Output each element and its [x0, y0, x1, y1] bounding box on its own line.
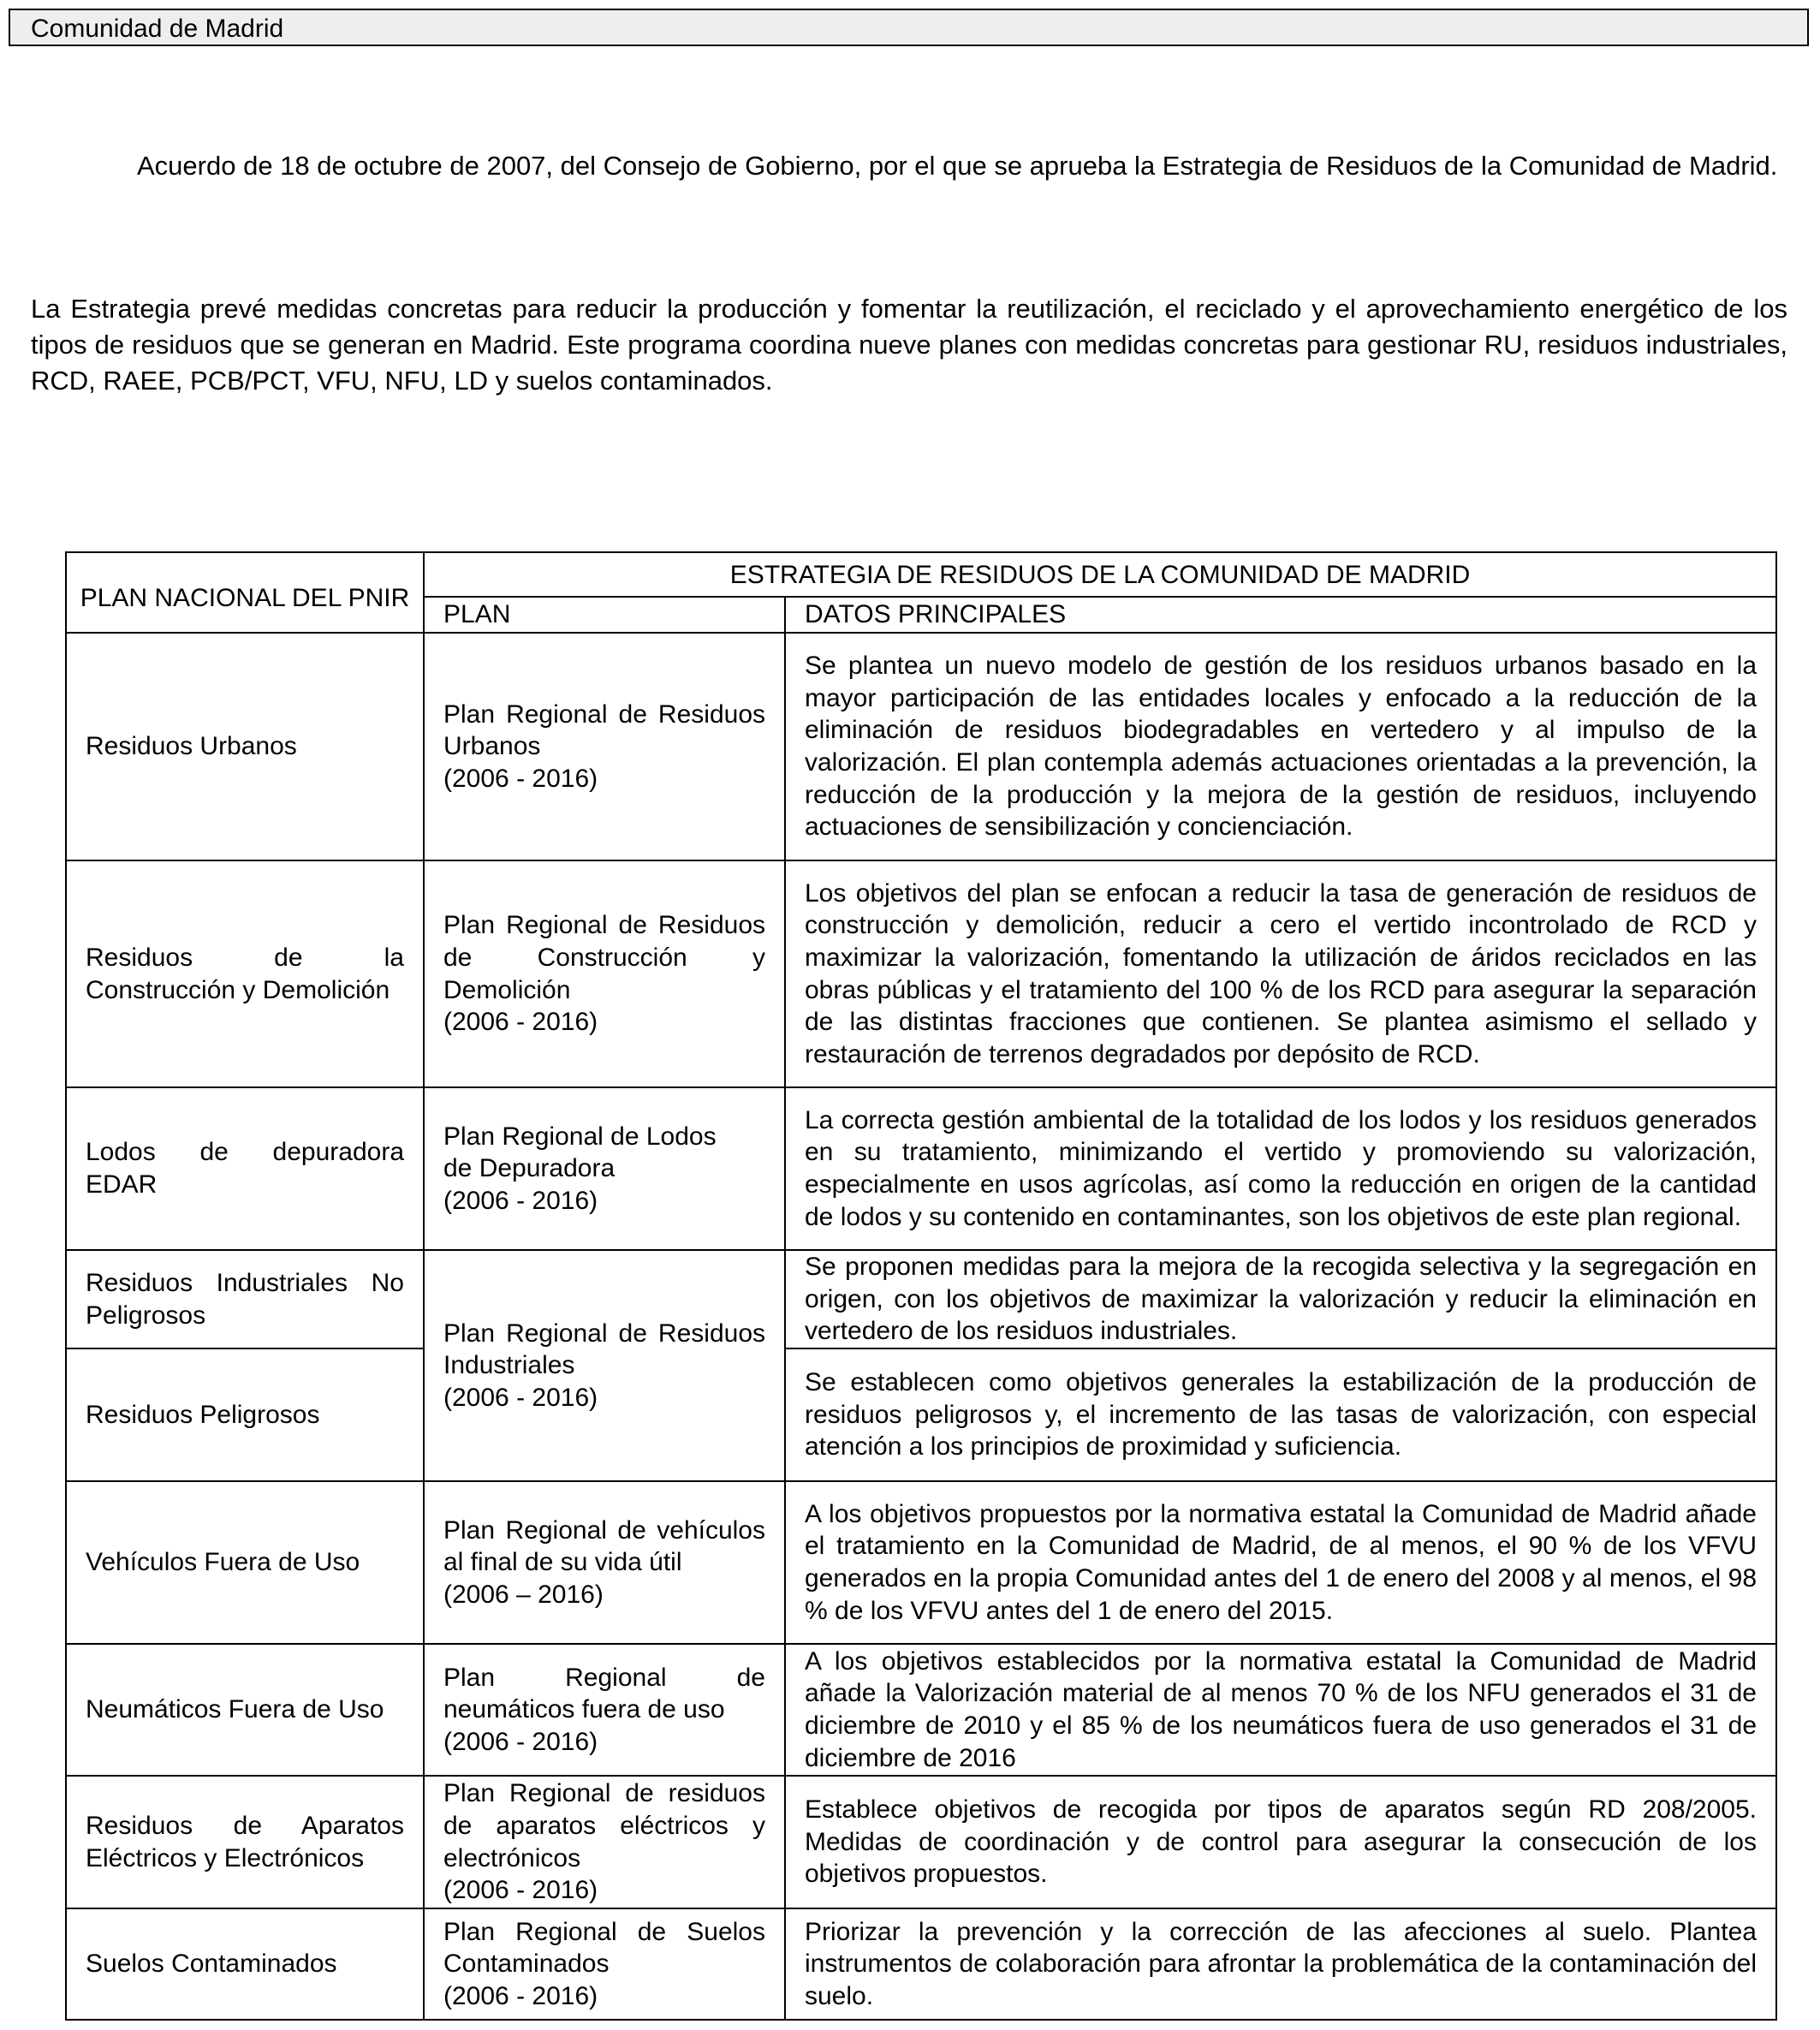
plan-cell: [424, 1776, 785, 1908]
table-row: [66, 1481, 1776, 1644]
datos-cell: A los objetivos establecidos por la normativa estatal la Comunidad de Madrid añade la Valorización material de al menos 70 % de los NFU generados el 31 de diciembre de 2010 y el 85 % de los neumáticos fuera de uso generados el 31 de diciembre de 2016: [785, 1644, 1776, 1776]
plan-period: (2006 - 2016): [443, 1008, 598, 1037]
waste-strategy-table: [65, 551, 1777, 2021]
header-bar: [9, 9, 1809, 46]
pnir-cell: Residuos Peligrosos: [66, 1348, 424, 1481]
plan-period: (2006 - 2016): [443, 1186, 598, 1215]
datos-cell: Los objetivos del plan se enfocan a reducir la tasa de generación de residuos de construcción y demolición, reducir a cero el vertido incontrolado de RCD y maximizar la valorización, fomentando la utilización de áridos reciclados en las obras públicas y el tratamiento del 100 % de los RCD para asegurar la separación de las distintas fracciones que contienen. Se plantea asimismo el sellado y restauración de terrenos degradados por depósito de RCD.: [785, 860, 1776, 1087]
plan-period: (2006 - 2016): [443, 1727, 598, 1756]
pnir-cell: Residuos de la Construcción y Demolición: [66, 860, 424, 1087]
intro-paragraph: La Estrategia prevé medidas concretas para reducir la producción y fomentar la reutilización, el reciclado y el aprovechamiento energético de los tipos de residuos que se generan en Madrid. Este programa coordina nueve planes con medidas concretas para gestionar RU, residuos industriales, RCD, RAEE, PCB/PCT, VFU, NFU, LD y suelos contaminados.: [31, 294, 1787, 396]
table-row: [66, 1348, 1776, 1481]
table-row: [66, 1087, 1776, 1250]
header-estrategia: ESTRATEGIA DE RESIDUOS DE LA COMUNIDAD DE MADRID: [424, 552, 1776, 597]
plan-name: Plan Regional de Residuos de Construcción y Demolición: [443, 911, 765, 1004]
pnir-cell: Residuos Industriales No Peligrosos: [66, 1250, 424, 1348]
header-title: Comunidad de Madrid: [31, 15, 284, 43]
plan-cell: [424, 1481, 785, 1644]
datos-cell: A los objetivos propuestos por la normativa estatal la Comunidad de Madrid añade el tratamiento en la Comunidad de Madrid, de al menos, el 90 % de los VFVU generados en la propia Comunidad antes del 1 de enero del 2008 y al menos, el 98 % de los VFVU antes del 1 de enero del 2015.: [785, 1481, 1776, 1644]
acuerdo-paragraph: Acuerdo de 18 de octubre de 2007, del Consejo de Gobierno, por el que se aprueba la Estrategia de Residuos de la Comunidad de Madrid.: [137, 151, 1778, 181]
datos-cell: Se establecen como objetivos generales la estabilización de la producción de residuos peligrosos y, el incremento de las tasas de valorización, con especial atención a los principios de proximidad y suficiencia.: [785, 1348, 1776, 1481]
pnir-cell: Residuos Urbanos: [66, 633, 424, 860]
plan-name: Plan Regional de Lodos: [443, 1122, 717, 1151]
header-datos: DATOS PRINCIPALES: [785, 597, 1776, 633]
plan-period: (2006 - 2016): [443, 764, 598, 793]
pnir-cell: Lodos de depuradora EDAR: [66, 1087, 424, 1250]
plan-period: (2006 - 2016): [443, 1383, 598, 1412]
pnir-cell: Suelos Contaminados: [66, 1908, 424, 2020]
plan-cell: [424, 1644, 785, 1776]
table-row: [66, 1644, 1776, 1776]
plan-cell: [424, 1250, 785, 1481]
datos-cell: Establece objetivos de recogida por tipos de aparatos según RD 208/2005. Medidas de coordinación y de control para asegurar la consecución de los objetivos propuestos.: [785, 1776, 1776, 1908]
header-plan: PLAN: [424, 597, 785, 633]
plan-name: Plan Regional de Residuos Industriales: [443, 1319, 765, 1380]
table-row: [66, 1908, 1776, 2020]
header-pnir: PLAN NACIONAL DEL PNIR: [66, 552, 424, 633]
table-row: [66, 1776, 1776, 1908]
datos-cell: Priorizar la prevención y la corrección de las afecciones al suelo. Plantea instrumentos de colaboración para afrontar la problemática de la contaminación del suelo.: [785, 1908, 1776, 2020]
pnir-cell: Vehículos Fuera de Uso: [66, 1481, 424, 1644]
plan-period: (2006 - 2016): [443, 1981, 598, 2010]
datos-cell: Se plantea un nuevo modelo de gestión de los residuos urbanos basado en la mayor participación de las entidades locales y enfocado a la reducción de la eliminación de residuos biodegradables en vertedero y al impulso de la valorización. El plan contempla además actuaciones orientadas a la prevención, la reducción de la producción y la mejora de la gestión de residuos, incluyendo actuaciones de sensibilización y concienciación.: [785, 633, 1776, 860]
table-row: [66, 633, 1776, 860]
pnir-cell: Neumáticos Fuera de Uso: [66, 1644, 424, 1776]
plan-name: Plan Regional de Suelos Contaminados: [443, 1917, 765, 1979]
plan-cell: [424, 633, 785, 860]
plan-cell: [424, 1087, 785, 1250]
plan-cell: [424, 860, 785, 1087]
plan-name: Plan Regional de residuos de aparatos eléctricos y electrónicos: [443, 1779, 765, 1872]
pnir-cell: Residuos de Aparatos Eléctricos y Electrónicos: [66, 1776, 424, 1908]
plan-period: (2006 – 2016): [443, 1580, 604, 1609]
plan-name: Plan Regional de neumáticos fuera de uso: [443, 1663, 765, 1724]
table-row: [66, 860, 1776, 1087]
table-row: [66, 1250, 1776, 1348]
plan-period: (2006 - 2016): [443, 1876, 598, 1905]
plan-cell: [424, 1908, 785, 2020]
plan-name-cont: de Depuradora: [443, 1154, 616, 1183]
datos-cell: La correcta gestión ambiental de la totalidad de los lodos y los residuos generados en su tratamiento, minimizando el vertido y promoviendo su valorización, especialmente en usos agrícolas, así como la reducción en origen de la cantidad de lodos y su contenido en contaminantes, son los objetivos de este plan regional.: [785, 1087, 1776, 1250]
plan-name: Plan Regional de vehículos al final de su vida útil: [443, 1515, 765, 1577]
datos-cell: Se proponen medidas para la mejora de la recogida selectiva y la segregación en origen, con los objetivos de maximizar la valorización y reducir la eliminación en vertedero de los residuos industriales.: [785, 1250, 1776, 1348]
plan-name: Plan Regional de Residuos Urbanos: [443, 699, 765, 761]
